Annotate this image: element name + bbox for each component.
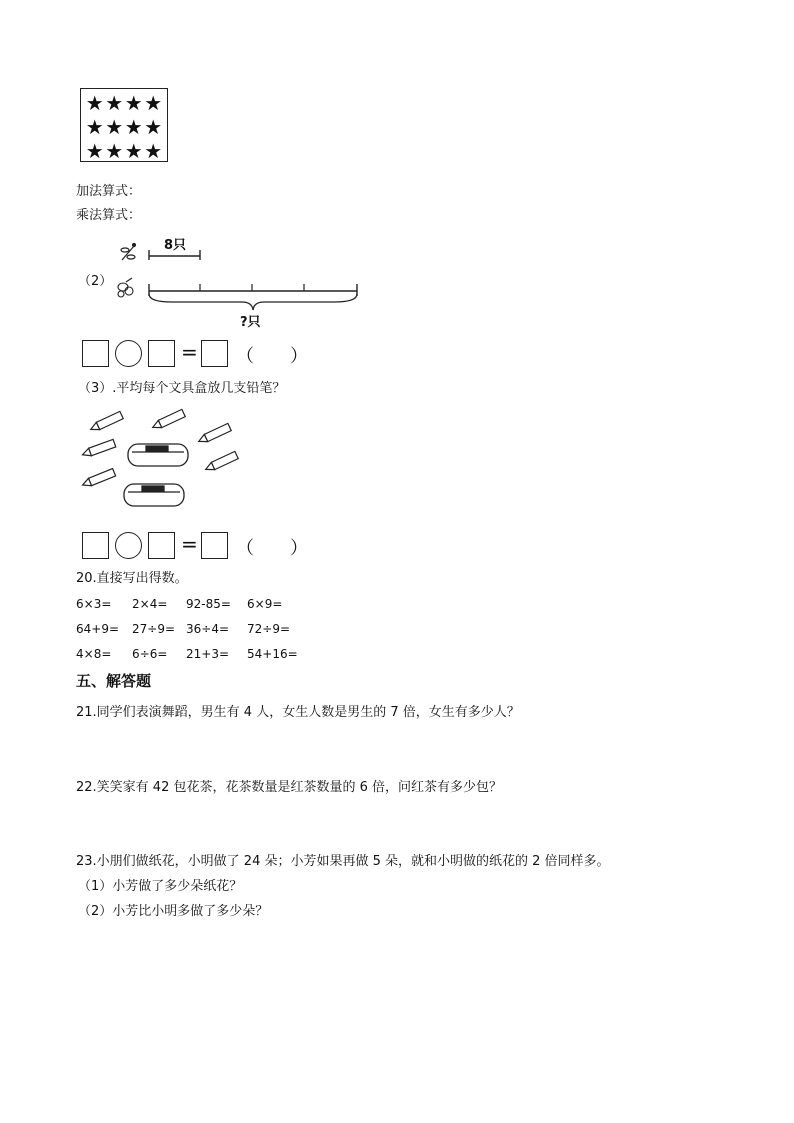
star-icon: ★ bbox=[105, 91, 124, 115]
q23-sub2: （2）小芳比小明多做了多少朵？ bbox=[78, 904, 269, 919]
q20-title: 20.直接写出得数。 bbox=[76, 571, 188, 586]
operator-circle[interactable] bbox=[115, 340, 142, 367]
calc-item: 72÷9= bbox=[247, 622, 291, 636]
calc-item: 64+9= bbox=[76, 622, 120, 636]
section-title: 五、解答题 bbox=[76, 672, 152, 690]
unit-parentheses[interactable]: （ ） bbox=[236, 538, 308, 559]
total-label: ?只 bbox=[240, 315, 261, 330]
answer-box[interactable] bbox=[201, 340, 228, 367]
equals-sign: = bbox=[181, 532, 198, 556]
star-row bbox=[81, 115, 167, 139]
calc-item: 6×3= bbox=[76, 597, 112, 611]
pencils-drawing bbox=[78, 408, 248, 514]
butterfly-icon bbox=[118, 278, 133, 297]
operator-circle[interactable] bbox=[115, 532, 142, 559]
pencils-and-pencil-cases-picture bbox=[78, 408, 248, 514]
star-icon: ★ bbox=[85, 115, 104, 139]
q22-text: 22.笑笑家有 42 包花茶，花茶数量是红茶数量的 6 倍，问红茶有多少包？ bbox=[76, 780, 503, 795]
star-icon: ★ bbox=[144, 115, 163, 139]
calc-item: 27÷9= bbox=[132, 622, 176, 636]
star-row bbox=[81, 91, 167, 115]
q23-text: 23.小朋们做纸花，小明做了 24 朵；小芳如果再做 5 朵，就和小明做的纸花的 2 倍同样多。 bbox=[76, 854, 610, 869]
addition-formula-label: 加法算式： bbox=[76, 184, 142, 199]
star-row bbox=[81, 139, 167, 163]
q3-label: （3）.平均每个文具盒放几支铅笔？ bbox=[78, 381, 286, 396]
star-icon: ★ bbox=[124, 139, 143, 163]
q21-text: 21.同学们表演舞蹈，男生有 4 人，女生人数是男生的 7 倍，女生有多少人？ bbox=[76, 705, 520, 720]
star-grid-picture bbox=[80, 88, 168, 162]
star-icon: ★ bbox=[144, 139, 163, 163]
star-icon: ★ bbox=[85, 139, 104, 163]
calc-item: 92-85= bbox=[186, 597, 231, 611]
dragonfly-icon bbox=[121, 244, 136, 261]
star-icon: ★ bbox=[124, 115, 143, 139]
star-icon: ★ bbox=[144, 91, 163, 115]
multiplication-formula-label: 乘法算式： bbox=[76, 208, 142, 223]
calc-item: 21+3= bbox=[186, 647, 230, 661]
answer-box[interactable] bbox=[148, 532, 175, 559]
q23-sub1: （1）小芳做了多少朵纸花？ bbox=[78, 879, 243, 894]
calc-item: 36÷4= bbox=[186, 622, 230, 636]
unit-parentheses[interactable]: （ ） bbox=[236, 346, 308, 367]
answer-box[interactable] bbox=[82, 340, 109, 367]
answer-box[interactable] bbox=[82, 532, 109, 559]
star-icon: ★ bbox=[124, 91, 143, 115]
calc-item: 4×8= bbox=[76, 647, 112, 661]
star-icon: ★ bbox=[105, 139, 124, 163]
answer-box[interactable] bbox=[148, 340, 175, 367]
calc-item: 6×9= bbox=[247, 597, 283, 611]
star-icon: ★ bbox=[105, 115, 124, 139]
q2-label: （2） bbox=[78, 274, 113, 289]
pencil-case-icon bbox=[124, 444, 188, 506]
star-icon: ★ bbox=[85, 91, 104, 115]
equals-sign: = bbox=[181, 340, 198, 364]
top-segment-label: 8只 bbox=[164, 238, 187, 253]
answer-box[interactable] bbox=[201, 532, 228, 559]
calc-item: 54+16= bbox=[247, 647, 298, 661]
calc-item: 6÷6= bbox=[132, 647, 168, 661]
calc-item: 2×4= bbox=[132, 597, 168, 611]
